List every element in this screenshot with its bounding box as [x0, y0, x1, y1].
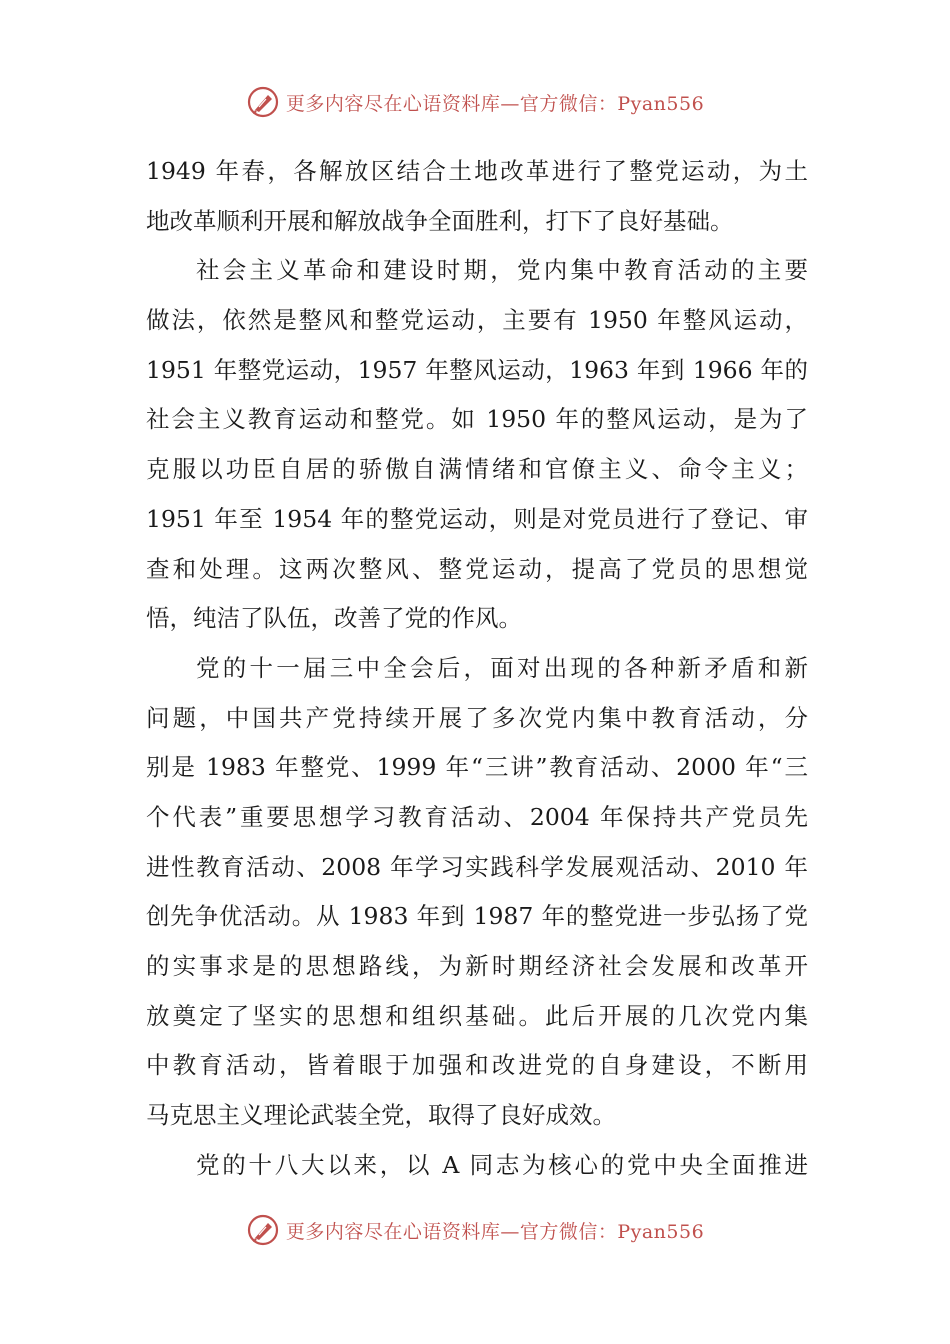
text-line: 1951 年至 1954 年的整党运动，则是对党员进行了登记、审: [146, 504, 808, 533]
text-line: 1949 年春，各解放区结合土地改革进行了整党运动，为土: [146, 157, 808, 185]
text-line: 社会主义教育运动和整党。如 1950 年的整风运动，是为了: [146, 405, 808, 434]
pen-nib-circle-icon: [246, 85, 280, 119]
text-line: 党的十一届三中全会后，面对出现的各种新矛盾和新: [196, 653, 808, 682]
text-line: 悟，纯洁了队伍，改善了党的作风。: [146, 604, 522, 633]
text-line: 进性教育活动、2008 年学习实践科学发展观活动、2010 年: [146, 852, 808, 881]
text-line: 克服以功臣自居的骄傲自满情绪和官僚主义、命令主义；: [146, 455, 808, 484]
text-line: 1951 年整党运动，1957 年整风运动，1963 年到 1966 年的: [146, 355, 808, 384]
text-line: 地改革顺利开展和解放战争全面胜利，打下了良好基础。: [146, 206, 734, 235]
document-body: [146, 147, 808, 1190]
text-line: 社会主义革命和建设时期，党内集中教育活动的主要: [196, 256, 808, 285]
text-line: 党的十八大以来，以 A 同志为核心的党中央全面推进: [196, 1150, 808, 1179]
text-line: 个代表”重要思想学习教育活动、2004 年保持共产党员先: [146, 802, 808, 831]
text-line: 中教育活动，皆着眼于加强和改进党的自身建设，不断用: [146, 1051, 808, 1080]
watermark-banner-bottom: [0, 1210, 950, 1250]
text-line: 的实事求是的思想路线，为新时期经济社会发展和改革开: [146, 952, 808, 980]
watermark-banner-top: [0, 82, 950, 122]
text-line: 别是 1983 年整党、1999 年“三讲”教育活动、2000 年“三: [146, 753, 808, 782]
text-line: 马克思主义理论武装全党，取得了良好成效。: [146, 1101, 616, 1130]
text-line: 放奠定了坚实的思想和组织基础。此后开展的几次党内集: [146, 1001, 808, 1030]
watermark-text: 更多内容尽在心语资料库—官方微信：Pyan556: [285, 92, 705, 115]
text-line: 做法，依然是整风和整党运动，主要有 1950 年整风运动，: [146, 306, 808, 335]
watermark-text: 更多内容尽在心语资料库—官方微信：Pyan556: [285, 1220, 705, 1243]
text-line: 问题，中国共产党持续开展了多次党内集中教育活动，分: [146, 703, 808, 732]
text-line: 查和处理。这两次整风、整党运动，提高了党员的思想觉: [146, 554, 808, 583]
text-line: 创先争优活动。从 1983 年到 1987 年的整党进一步弘扬了党: [146, 902, 808, 931]
pen-nib-circle-icon: [246, 1213, 280, 1247]
